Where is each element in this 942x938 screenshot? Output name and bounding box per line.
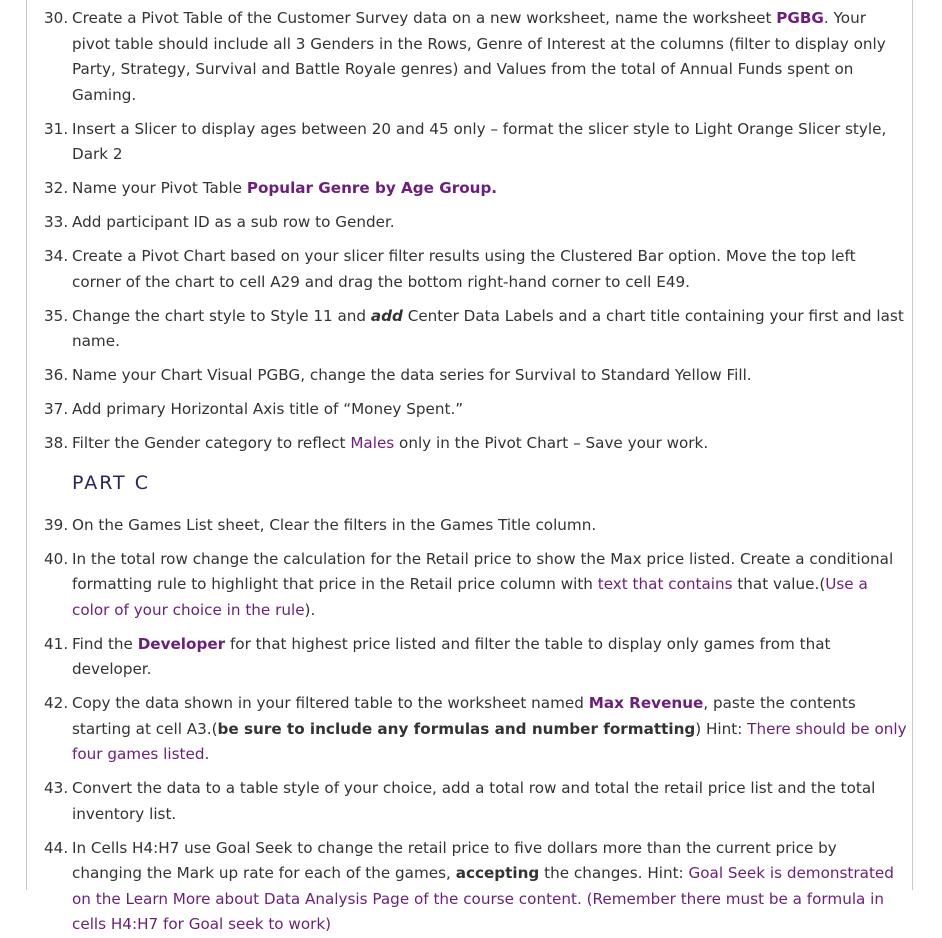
step-item [27,363,912,389]
step-emphasis-text: Max Revenue [588,694,704,712]
step-number: 38. [44,434,69,452]
step-number: 30. [44,9,69,27]
step-emphasis-text: text that contains [597,575,733,593]
step-item [27,210,912,236]
step-emphasis-text: Goal Seek is demonstrated on the Learn More about Data Analysis Page of the course content. (Remember there must be a formula in cells H4:H7 for Goal seek to work) [72,864,894,933]
step-number: 33. [44,213,69,231]
step-item [27,691,912,768]
step-number: 34. [44,247,69,265]
step-item [27,304,912,355]
step-text: Name your Pivot Table [72,179,247,197]
step-emphasis-text: There should be only four games listed [72,719,907,763]
step-item [27,632,912,683]
step-text: Convert the data to a table style of your choice, add a total row and total the retail price list and the total inventory list. [72,779,876,823]
step-item [27,117,912,168]
step-number: 31. [44,119,69,138]
step-emphasis-text: Males [350,434,395,452]
step-text: only in the Pivot Chart – Save your work. [394,434,709,452]
step-number: 32. [44,179,69,197]
step-text: . Your pivot table should include all 3 Genders in the Rows, Genre of Interest at the columns (filter to display only Party, Strategy, Survival and Battle Royale genres) and Values from the total of Annual Funds spent on Gaming. [72,9,886,104]
step-text: Add participant ID as a sub row to Gender. [72,213,395,231]
step-number: 36. [44,366,69,384]
step-emphasis-text: Popular Genre by Age Group. [246,179,498,197]
step-item [27,836,912,938]
step-item [27,431,912,457]
step-text: On the Games List sheet, Clear the filters in the Games Title column. [72,515,597,534]
step-emphasis-text: accepting [455,864,540,882]
step-number: 35. [44,306,69,325]
step-item [27,547,912,624]
step-text: Center Data Labels and a chart title containing your first and last name. [72,306,904,350]
step-emphasis-text: be sure to include any formulas and number formatting [217,719,696,738]
step-item [27,397,912,423]
step-item [27,776,912,827]
steps-list-part-b [27,0,912,457]
step-text: Name your Chart Visual PGBG, change the data series for Survival to Standard Yellow Fill. [72,366,752,384]
step-text: the changes. Hint: [539,864,689,882]
step-item [27,176,912,202]
step-text: In Cells H4:H7 use Goal Seek to change the retail price to five dollars more than the current price by changing the Mark up rate for each of the games, [72,838,837,882]
step-item [27,6,912,108]
step-text: Create a Pivot Chart based on your slicer filter results using the Clustered Bar option. Move the top left corner of the chart to cell A29 and drag the bottom right-hand corner to cell E49. [72,247,856,291]
steps-list-part-c [27,513,912,938]
step-emphasis-text: PGBG [776,9,824,27]
part-c-heading: PART C [72,471,150,494]
step-item [27,513,912,539]
step-number: 37. [44,400,69,418]
step-text: Filter the Gender category to reflect [72,434,351,452]
step-text: Find the [72,634,138,653]
step-number: 44. [44,838,69,857]
document-page [26,0,913,933]
step-text: ) Hint: [695,719,748,738]
step-text: Create a Pivot Table of the Customer Survey data on a new worksheet, name the worksheet [72,9,777,27]
step-emphasis-text: Use a color of your choice in the rule [72,575,868,619]
step-emphasis-text: Developer [137,634,226,653]
step-item [27,244,912,295]
step-number: 41. [44,634,69,653]
step-number: 39. [44,515,69,534]
step-emphasis-text: add [370,306,403,325]
step-number: 43. [44,779,69,797]
step-text: ). [304,600,316,619]
step-text: Change the chart style to Style 11 and [72,306,371,325]
step-number: 40. [44,549,69,568]
step-text: Add primary Horizontal Axis title of “Money Spent.” [72,400,464,418]
step-text: In the total row change the calculation for the Retail price to show the Max price listed. Create a conditional formatting rule to highlight that price in the Retail price column with [72,549,894,593]
step-text: Insert a Slicer to display ages between 20 and 45 only – format the slicer style to Light Orange Slicer style, Dark 2 [72,119,887,163]
step-text: , paste the contents starting at cell A3.( [72,694,856,738]
step-text: . [204,745,210,763]
step-text: Copy the data shown in your filtered table to the worksheet named [72,694,589,712]
step-number: 42. [44,694,69,712]
step-text: that value.( [732,575,826,593]
step-text: for that highest price listed and filter the table to display only games from that developer. [72,634,831,678]
